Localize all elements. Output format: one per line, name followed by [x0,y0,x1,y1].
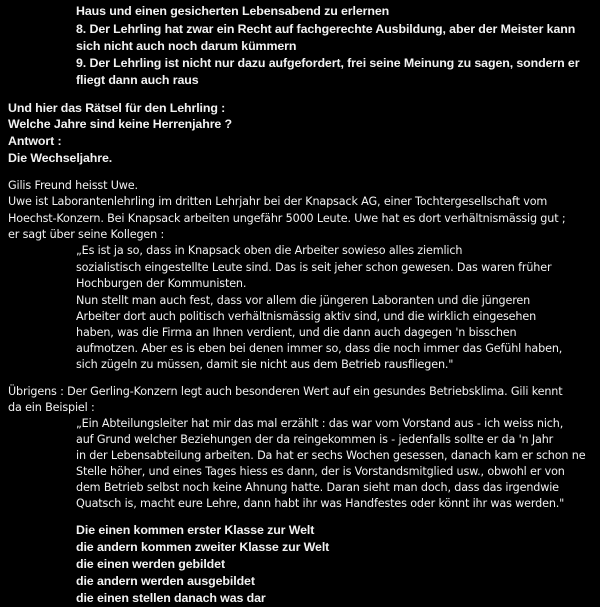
quote-line: aufmotzen. Aber es is eben bei denen immer so, dass die noch immer das Gefühl haben, [76,342,563,355]
quote-line: sozialistisch eingestellte Leute sind. Das is seit jeher schon gewesen. Das waren früher [76,261,552,274]
quote-line: Hochburgen der Kommunisten. [76,277,247,290]
list-item-9: 9. Der Lehrling ist nicht nur dazu aufgefordert, frei seine Meinung zu sagen, sondern er [76,56,580,70]
list-line: fliegt dann auch raus [76,73,199,87]
riddle-intro: Und hier das Rätsel für den Lehrling : [8,101,226,115]
riddle-question: Welche Jahre sind keine Herrenjahre ? [8,117,233,131]
poem-line: die einen werden gebildet [76,557,225,571]
paragraph-line: Übrigens : Der Gerling-Konzern legt auch besonderen Wert auf ein gesundes Betriebsklima. Gili kennt [8,385,563,398]
poem-line: die einen stellen danach was dar [76,591,266,605]
quote-line: Nun stellt man auch fest, dass vor allem die jüngeren Laboranten und die jüngeren [76,294,531,307]
list-line: Haus und einen gesicherten Lebensabend zu erlernen [76,4,390,18]
poem-line: die andern werden ausgebildet [76,574,255,588]
quote-line: dem Betrieb selbst noch keine Ahnung hatte. Daran sieht man doch, dass das irgendwie [76,481,559,494]
quote-line: Arbeiter dort auch politisch verhältnismässig aktiv sind, und die wirklich eingesehen [76,310,537,323]
list-line: sich nicht auch noch darum kümmern [76,39,297,53]
quote-line: „Es ist ja so, dass in Knapsack oben die Arbeiter sowieso alles ziemlich [76,244,463,257]
quote-line: „Ein Abteilungsleiter hat mir das mal erzählt : das war vom Vorstand aus - ich weiss nich, [76,417,564,430]
quote-line: Quatsch is, macht eure Lehre, dann habt ihr was Handfestes oder könnt ihr was werden." [76,497,565,510]
paragraph-line: Uwe ist Laborantenlehrling im dritten Lehrjahr bei der Knapsack AG, einer Tochtergesellschaft vom [8,195,548,208]
quote-line: auf Grund welcher Beziehungen der da reingekommen is - jedenfalls sollte er da 'n Jahr [76,433,554,446]
paragraph-line: er sagt über seine Kollegen : [8,228,165,241]
poem-line: Die einen kommen erster Klasse zur Welt [76,523,315,537]
poem-line: die andern kommen zweiter Klasse zur Welt [76,540,330,554]
paragraph-line: Hoechst-Konzern. Bei Knapsack arbeiten ungefähr 5000 Leute. Uwe hat es dort verhältnismässig gut ; [8,212,566,225]
riddle-answer: Die Wechseljahre. [8,151,113,165]
quote-line: haben, was die Firma an Ihnen verdient, und die dann auch dagegen 'n bisschen [76,326,517,339]
quote-line: in der Lebensabteilung arbeiten. Da hat er sechs Wochen gesessen, danach kam er schon ne [76,449,586,462]
paragraph-line: Gilis Freund heisst Uwe. [8,179,138,192]
riddle-answer-label: Antwort : [8,134,62,148]
quote-line: Stelle höher, und eines Tages hiess es dann, der is Vorstandsmitglied usw., obwohl er von [76,465,565,478]
paragraph-line: da ein Beispiel : [8,401,95,414]
quote-line: sich zügeln zu müssen, damit sie nicht aus dem Betrieb rausfliegen." [76,358,454,371]
list-item-8: 8. Der Lehrling hat zwar ein Recht auf fachgerechte Ausbildung, aber der Meister kann [76,22,576,36]
